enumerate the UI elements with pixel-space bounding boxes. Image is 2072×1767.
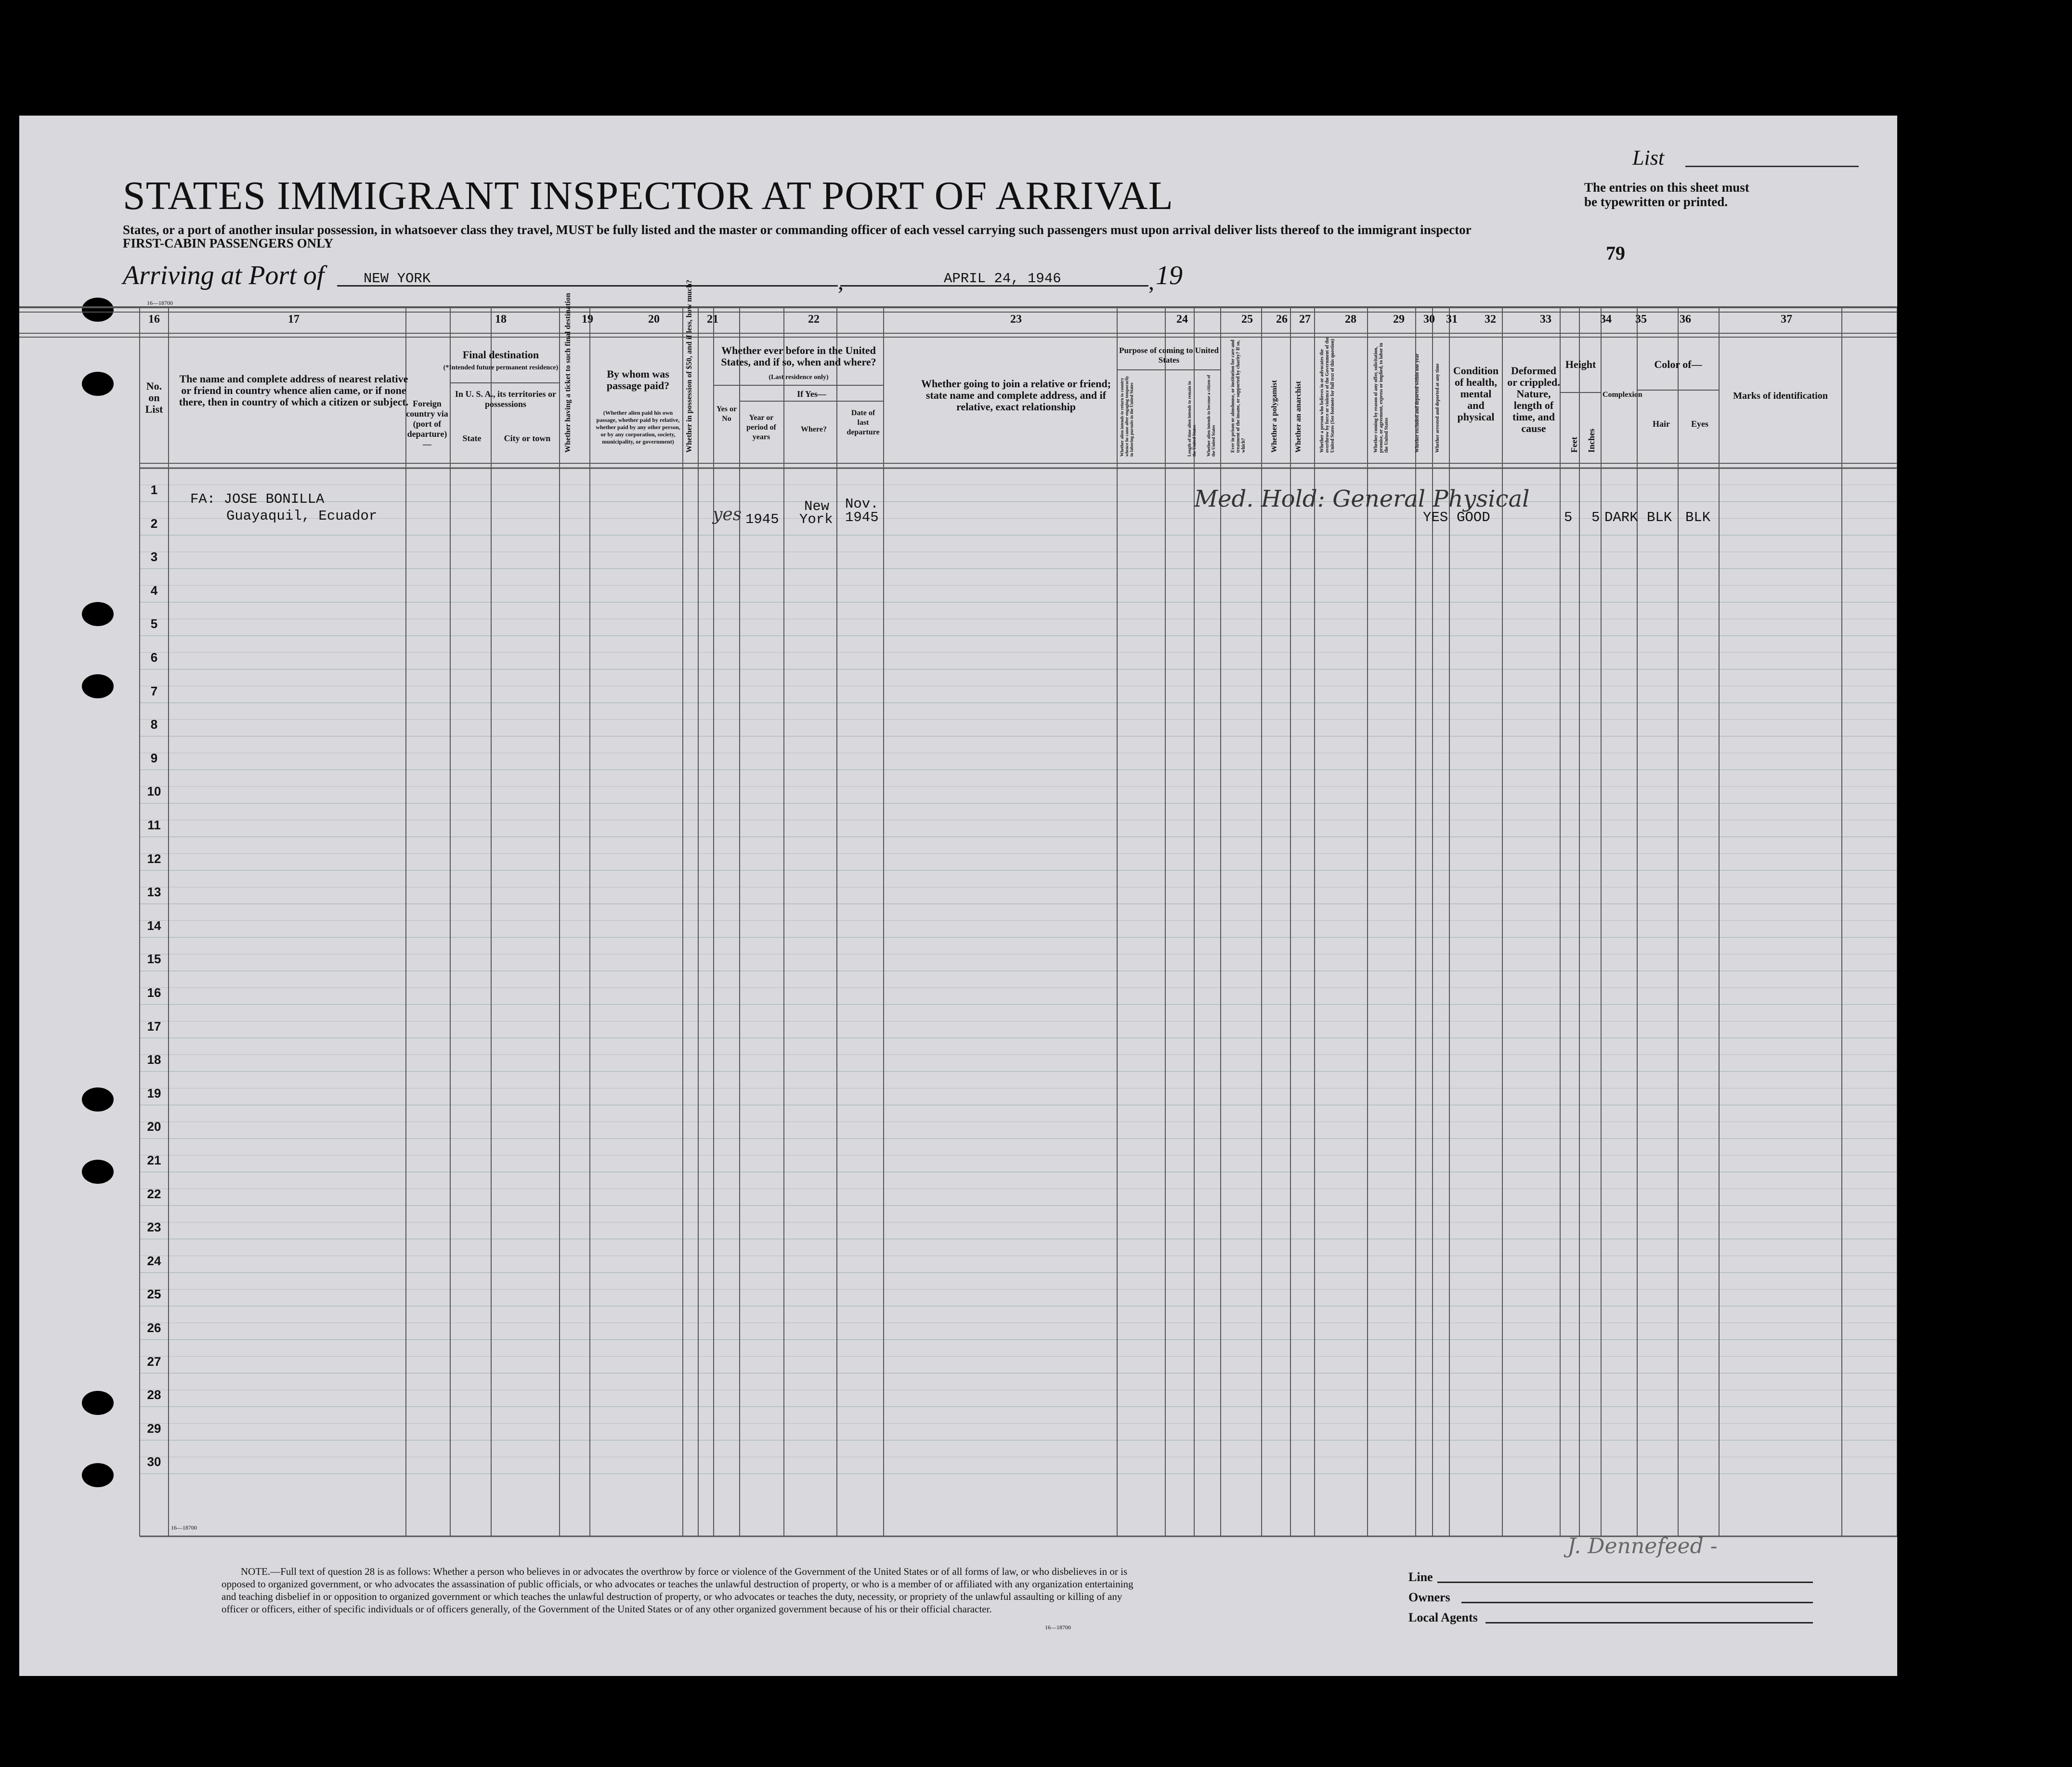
row-number: 10 [147, 784, 161, 799]
header-final-destination: Final destination [462, 349, 539, 361]
col-number-36: 36 [1680, 313, 1691, 326]
col-number-23: 23 [1010, 313, 1022, 326]
header-date-last-departure: Date of last departure [847, 409, 880, 436]
footer-form-number-2: 16—18700 [1045, 1624, 1071, 1631]
row-number: 18 [147, 1052, 161, 1067]
row-number: 6 [150, 650, 158, 665]
header-purpose-return: Whether alien intends to return to country whence he came after engaging temporarily in laboring pursuits in the United States [1120, 376, 1134, 457]
header-where: Where? [801, 425, 827, 433]
date-value: APRIL 24, 1946 [944, 271, 1061, 287]
row-number: 14 [147, 918, 161, 933]
header-height: Height [1565, 358, 1596, 370]
col-number-25: 25 [1241, 313, 1253, 326]
entries-note-line-2: be typewritten or printed. [1584, 195, 1728, 209]
row-number: 21 [147, 1153, 161, 1167]
row-number: 28 [147, 1387, 161, 1402]
col-number-32: 32 [1485, 313, 1496, 326]
header-yes-or-no: Yes or No [716, 405, 737, 423]
header-purpose: Purpose of coming to United States [1119, 346, 1219, 365]
hair-value: BLK [1647, 510, 1672, 525]
row-number: 12 [147, 851, 161, 866]
form-class-note: FIRST-CABIN PASSENGERS ONLY [123, 236, 334, 250]
col-number-35: 35 [1635, 313, 1647, 326]
header-deformed: Deformed or crippled. Nature, length of time, and cause [1507, 365, 1560, 434]
row-number: 26 [147, 1321, 161, 1335]
header-city: City or town [504, 433, 551, 443]
arrested-value: YES [1423, 510, 1448, 525]
owners-label: Owners [1408, 1590, 1450, 1604]
row-number: 8 [150, 717, 158, 732]
header-fifty-dollars: Whether in possession of $50, and if less, how much? [685, 279, 693, 453]
agents-fill-line [1486, 1622, 1813, 1623]
inspector-signature: J. Dennefeed - [1567, 1534, 1718, 1558]
row-number: 30 [147, 1454, 161, 1469]
row-number: 3 [150, 550, 158, 564]
question-28-note: NOTE.—Full text of question 28 is as follows: Whether a person who believes in or advocates the overthrow by force or violence of the Government of the United States or of all forms of law, or who disbelieves in or is opposed to organized government, or who advocates the assassination of public officials, or who advocates or teaches the unlawful destruction of property, or who is a member of or affiliated with any organization entertaining and teaching disbelief in or opposition to organized government or which teaches the unlawful destruction of property, or who advocates or teaches the duty, necessity, or propriety of the unlawful assaulting or killing of any officer or officers, either of specific individuals or of officers generally, of the Government of the United States or of any other organized government because of his or their official character. [222, 1566, 1134, 1615]
header-ever-before-in-us: Whether ever before in the United States, and if so, when and where? [721, 344, 876, 368]
col-number-16: 16 [148, 313, 160, 326]
year-prefix: 19 [1156, 261, 1183, 290]
row-number: 29 [147, 1421, 161, 1436]
header-final-destination-note: (*Intended future permanent residence) [443, 364, 559, 371]
owners-fill-line [1461, 1602, 1813, 1603]
line-fill-line [1437, 1582, 1813, 1583]
header-excluded: Whether excluded and deported within one year [1415, 353, 1420, 453]
row-number: 5 [150, 616, 158, 631]
row-number: 7 [150, 683, 158, 698]
col-number-29: 29 [1393, 313, 1405, 326]
row-number: 1 [150, 483, 158, 497]
header-arrested: Whether arrested and deported at any time [1435, 363, 1440, 453]
departure-line-1: Nov. [845, 496, 879, 512]
header-eyes: Eyes [1691, 419, 1708, 429]
row-number: 2 [150, 516, 158, 531]
header-list-number: No. on List [145, 380, 163, 415]
header-hair: Hair [1653, 419, 1670, 429]
height-feet: 5 [1564, 510, 1573, 525]
header-labor-offer: Whether coming by reason of any offer, solicitation, promise, or agreement, express or implied, to labor in the United States [1373, 342, 1389, 453]
col-number-24: 24 [1176, 313, 1188, 326]
row-number: 9 [150, 750, 158, 765]
header-nearest-relative: The name and complete address of nearest relative or friend in country whence alien came, or if none there, then in country of which a citizen or subject. [179, 373, 409, 408]
header-health: Condition of health, mental and physical [1453, 365, 1499, 423]
col-number-17: 17 [288, 313, 300, 326]
row-number: 22 [147, 1186, 161, 1201]
col-number-20: 20 [648, 313, 660, 326]
relative-address: Guayaquil, Ecuador [226, 508, 378, 524]
header-year-period: Year or period of years [746, 414, 776, 441]
form-title: STATES IMMIGRANT INSPECTOR AT PORT OF ARRIVAL [123, 173, 1173, 218]
header-ticket: Whether having a ticket to such final destination [564, 293, 572, 453]
form-number: 16—18700 [147, 300, 173, 306]
comma: , [838, 269, 844, 295]
row-number: 19 [147, 1086, 161, 1100]
row-number: 11 [147, 818, 161, 832]
row-number: 4 [150, 583, 158, 598]
form-instructions: States, or a port of another insular possession, in whatsoever class they travel, MUST be fully listed and the master or commanding officer of each vessel carrying such passengers must upon arrival deliver lists thereof to the immigrant inspector [123, 223, 1472, 237]
row-number: 13 [147, 885, 161, 900]
header-polygamist: Whether a polygamist [1270, 380, 1278, 453]
col-number-26: 26 [1276, 313, 1288, 326]
header-passage-paid-note: (Whether alien paid his own passage, whether paid by relative, whether paid by any other person, or by any corporation, society, municipality, or government) [596, 409, 680, 445]
complexion-value: DARK [1604, 510, 1638, 525]
been-before-yes: yes [713, 505, 742, 524]
list-label: List [1632, 146, 1665, 170]
col-number-18: 18 [495, 313, 507, 326]
header-prison: Ever in prison or almshouse, or institution for care and treatment of the insane, or supported by charity? If so, which? [1230, 340, 1246, 453]
header-join-relative: Whether going to join a relative or friend; state name and complete address, and if relative, exact relationship [921, 378, 1111, 413]
departure-line-2: 1945 [845, 510, 879, 525]
year-value: 1945 [745, 511, 779, 527]
health-value: GOOD [1457, 510, 1490, 525]
header-anarchist: Whether an anarchist [1294, 381, 1303, 453]
line-label: Line [1408, 1570, 1433, 1584]
port-value: NEW YORK [364, 271, 431, 287]
col-number-19: 19 [582, 313, 593, 326]
header-purpose-length: Length of time alien intends to remain in the United States [1187, 381, 1197, 457]
local-agents-label: Local Agents [1408, 1610, 1478, 1624]
header-if-yes: If Yes— [797, 389, 826, 399]
col-number-27: 27 [1299, 313, 1311, 326]
col-number-31: 31 [1446, 313, 1458, 326]
header-in-usa: In U. S. A., its territories or possessions [455, 389, 556, 409]
entries-note-line-1: The entries on this sheet must [1584, 180, 1749, 195]
col-number-22: 22 [808, 313, 820, 326]
manifest-grid [19, 116, 1897, 1676]
header-color: Color of— [1654, 358, 1702, 370]
where-line-1: New [804, 498, 830, 514]
col-number-28: 28 [1345, 313, 1356, 326]
header-overthrow: Whether a person who believes in or advocates the overthrow by force or violence of the Government of the United States (See footnote for full text of this question) [1319, 337, 1335, 453]
col-number-21: 21 [707, 313, 718, 326]
row-number: 24 [147, 1253, 161, 1268]
row-number: 17 [147, 1019, 161, 1034]
header-complexion: Complexion [1603, 391, 1642, 399]
eyes-value: BLK [1685, 510, 1711, 525]
row-number: 20 [147, 1119, 161, 1134]
footer-form-number: 16—18700 [171, 1524, 197, 1531]
row-number: 27 [147, 1354, 161, 1369]
header-foreign-country: Foreign country via (port of departure)— [406, 399, 448, 449]
relative-name: FA: JOSE BONILLA [190, 491, 325, 507]
col-number-34: 34 [1600, 313, 1612, 326]
where-line-2: York [799, 511, 833, 527]
manifest-sheet [19, 116, 1897, 1676]
sheet-number: 79 [1606, 242, 1625, 264]
header-marks: Marks of identification [1733, 391, 1828, 401]
height-inches: 5 [1591, 510, 1600, 525]
row-number: 16 [147, 985, 161, 1000]
arriving-label: Arriving at Port of [123, 261, 325, 290]
row-number: 25 [147, 1287, 161, 1302]
header-purpose-citizen: Whether alien intends to become a citizen of the United States [1206, 375, 1216, 457]
row-number: 15 [147, 952, 161, 967]
col-number-30: 30 [1423, 313, 1435, 326]
header-state: State [462, 433, 482, 443]
col-number-33: 33 [1540, 313, 1551, 326]
header-last-residence: (Last residence only) [769, 374, 829, 381]
comma: , [1148, 269, 1154, 295]
medical-hold-note: Med. Hold: General Physical [1194, 485, 1530, 512]
header-passage-paid: By whom was passage paid? [606, 368, 670, 392]
row-number: 23 [147, 1220, 161, 1235]
header-inches: Inches [1587, 428, 1596, 453]
header-feet: Feet [1569, 437, 1579, 453]
col-number-37: 37 [1781, 313, 1792, 326]
